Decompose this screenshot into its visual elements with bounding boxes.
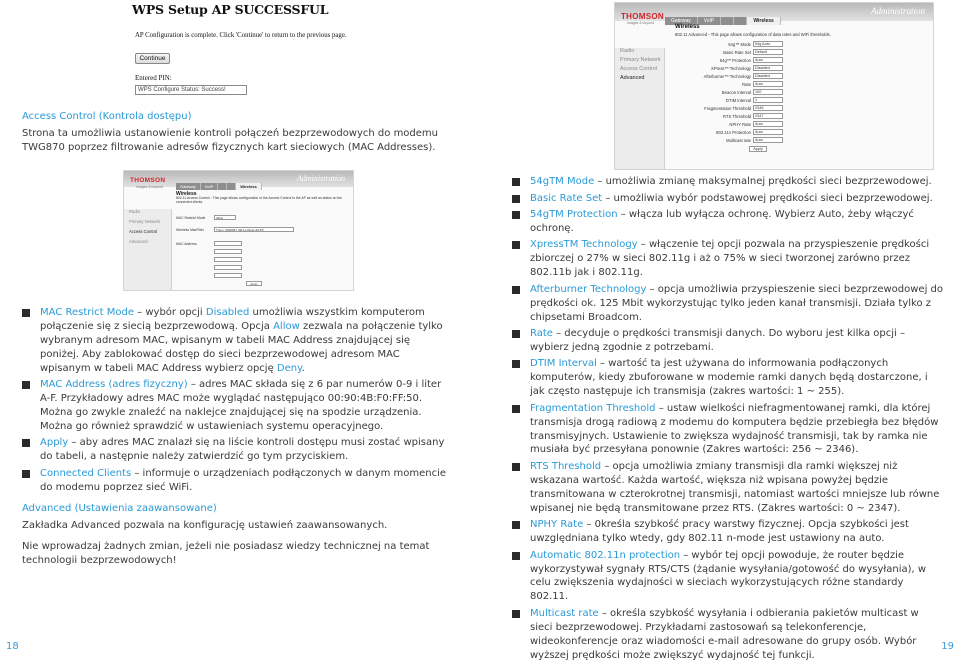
list-item (512, 402, 944, 458)
mac-restrict-select[interactable]: Allow (214, 215, 236, 220)
field-input[interactable]: 2347 (753, 113, 783, 119)
list-item (512, 175, 944, 189)
field-select[interactable]: Disabled (753, 65, 783, 71)
section-title: Wireless (176, 191, 197, 197)
bullet-square-icon (512, 463, 520, 471)
item-text: – decyduje o prędkości transmisji danych. Do wyboru jest kilka opcji – wybierz jedną zgodnie z potrzebami. (530, 328, 905, 353)
field-row (675, 49, 783, 55)
mac-address-input[interactable] (214, 265, 242, 270)
field-row (675, 65, 783, 71)
term: XpressTM Technology (530, 239, 638, 251)
term: 54gTM Mode (530, 176, 595, 187)
access-control-heading: Access Control (Kontrola dostępu) (22, 111, 192, 122)
bullet-square-icon (512, 330, 520, 338)
field-row (675, 129, 783, 135)
field-label: Basic Rate Set (723, 49, 751, 55)
bullet-square-icon (22, 470, 30, 478)
field-row (675, 113, 783, 119)
list-item (512, 549, 944, 605)
item-text: – wybór opcji (133, 307, 206, 318)
mac-address-input[interactable] (214, 241, 242, 246)
term: DTIM Interval (530, 358, 597, 370)
tab-blank-2[interactable] (734, 17, 747, 25)
field-row (675, 41, 783, 47)
term: Automatic 802.11n protection (530, 549, 681, 561)
field-row (675, 137, 783, 143)
term: Disabled (205, 307, 250, 318)
field-label: DTIM Interval (725, 97, 751, 103)
mac-address-input[interactable] (214, 257, 242, 262)
bullet-square-icon (512, 178, 520, 186)
tab-voip[interactable]: VoIP (201, 183, 218, 190)
sidebar-item-radio[interactable]: Radio (129, 209, 140, 214)
field-row (675, 121, 783, 127)
term: NPHY Rate (530, 519, 584, 531)
tab-gateway[interactable]: Gateway (176, 183, 201, 190)
access-control-paragraph: Strona ta umożliwia ustanowienie kontroli połączeń bezprzewodowych do modemu TWG870 poprzez filtrowanie adresów fizycznych kart sieciowych (MAC Addresses). (22, 128, 439, 153)
list-item (22, 467, 446, 495)
continue-button[interactable]: Continue (135, 53, 170, 64)
field-row (176, 257, 242, 262)
wps-title: WPS Setup AP SUCCESSFUL (132, 2, 329, 17)
item-text: – informuje o urządzeniach podłączonych w danym momencie do modemu poprzez sieć WiFi. (40, 467, 447, 493)
term: 54gTM Protection (530, 209, 618, 220)
page-number-left: 18 (6, 641, 19, 652)
sidebar-item-radio[interactable]: Radio (620, 48, 635, 54)
field-label: Rate (742, 81, 751, 87)
field-label: 54g™ Protection (719, 57, 751, 63)
tab-blank-2[interactable] (227, 183, 236, 190)
tab-blank-1[interactable] (721, 17, 734, 25)
field-input[interactable]: 100 (753, 89, 783, 95)
field-label: MAC Address (176, 241, 197, 246)
sidebar-item-primary-network[interactable]: Primary Network (620, 57, 661, 63)
sidebar-item-access-control[interactable]: Access Control (129, 229, 158, 234)
term: Deny (276, 362, 302, 374)
item-text: – aby adres MAC znalazł się na liście kontroli dostępu musi zostać wpisany do tabeli, a następnie należy zatwierdzić go tym przyciskiem. (40, 437, 445, 463)
field-label: Wireless MacFilter (176, 227, 204, 232)
access-control-list (22, 306, 446, 497)
field-row (675, 73, 783, 79)
term: Afterburner Technology (530, 283, 647, 295)
tab-voip[interactable]: VoIP (698, 17, 722, 25)
logo-tagline: images & beyond (136, 185, 164, 189)
tab-blank-1[interactable] (218, 183, 227, 190)
list-item (512, 607, 944, 660)
sidebar-item-access-control[interactable]: Access Control (620, 66, 657, 72)
term: Apply (40, 437, 69, 449)
wps-message: AP Configuration is complete. Click 'Continue' to return to the previous page. (135, 32, 347, 39)
sidebar-item-primary-network[interactable]: Primary Network (129, 219, 160, 224)
tab-gateway[interactable]: Gateway (665, 17, 698, 25)
field-select[interactable]: Auto (753, 121, 783, 127)
bullet-square-icon (512, 286, 520, 294)
thomson-logo: THOMSON (130, 177, 166, 184)
field-select[interactable]: Disabled (753, 73, 783, 79)
term: Multicast rate (530, 607, 599, 619)
list-item (512, 238, 944, 280)
item-text: – określa szybkość wysyłania i odbierania pakietów multicast w sieci bezprzewodowej. Przykładami zastosowań są telekonferencje, wideokonferencje oraz wiadomości e-mail adresowane do grupy osób. Wybór wyższej prędkości może zwiększyć wydajność tej funkcji. (530, 607, 919, 660)
term: Basic Rate Set (530, 192, 603, 204)
item-text: umożliwia wszystkim komputerom połączenie się z siecią bezprzewodową. Opcja (40, 307, 425, 332)
pin-field[interactable]: WPS Configure Status: Success! (135, 85, 247, 95)
list-item (512, 460, 944, 516)
field-row (176, 249, 242, 254)
bullet-square-icon (512, 405, 520, 413)
field-label: Afterburner™ Technology (703, 73, 751, 79)
list-item (512, 192, 944, 206)
field-input[interactable]: 1 (753, 97, 783, 103)
term: RTS Threshold (530, 460, 602, 472)
apply-row (747, 146, 767, 152)
list-item (512, 208, 944, 236)
apply-row (244, 281, 262, 286)
list-item (512, 283, 944, 325)
apply-button[interactable]: Apply (749, 146, 767, 152)
item-text: zezwala na połączenie tylko wybranym adresom MAC, wpisanym w tabeli MAC Address znajdującej się poniżej. Aby zablokować dostęp do sieci bezprzewodowej adresom MAC wpisanym w tabeli MAC Address wybierz opcję (40, 320, 443, 374)
term: MAC Restrict Mode (40, 307, 134, 318)
advanced-settings-list (512, 175, 944, 660)
bullet-square-icon (512, 552, 520, 560)
field-row (176, 241, 242, 246)
bullet-square-icon (512, 360, 520, 368)
term: Fragmentation Threshold (530, 402, 656, 414)
page-number-right: 19 (941, 641, 954, 652)
bullet-square-icon (22, 439, 30, 447)
field-row (675, 105, 783, 111)
bullet-square-icon (512, 211, 520, 219)
logo-tagline: images & beyond (627, 21, 655, 25)
list-item (512, 357, 944, 399)
field-select[interactable]: Auto (753, 129, 783, 135)
bullet-square-icon (512, 195, 520, 203)
bullet-square-icon (512, 521, 520, 529)
item-text: – włączenie tej opcji pozwala na przyspieszenie prędkości zbiorczej o 27% w sieci 802.11g i aż o 75% w sieci tworzonej zarówno przez 802.11b jak i 802.11g. (530, 239, 930, 279)
advanced-paragraph: Zakładka Advanced pozwala na konfigurację ustawień zaawansowanych. (22, 520, 388, 531)
term: Allow (273, 320, 300, 332)
router-tabs (176, 183, 353, 190)
warning-paragraph: Nie wprowadzaj żadnych zmian, jeżeli nie posiadasz wiedzy technicznej na temat technologii bezprzewodowych! (22, 541, 430, 566)
item-text: – włącza lub wyłącza ochronę. Wybierz Auto, żeby włączyć ochronę. (530, 209, 914, 234)
field-row (675, 89, 783, 95)
router-sidebar (615, 48, 665, 169)
field-label: XPress™ Technology (711, 65, 751, 71)
admin-title: Administration (870, 6, 925, 16)
field-label: Multicast rate (726, 137, 751, 143)
router-tabs (665, 17, 933, 25)
field-row (176, 265, 242, 270)
list-item (22, 378, 446, 434)
router-access-control-screenshot (123, 170, 354, 291)
list-item (512, 327, 944, 355)
item-text: – umożliwia zmianę maksymalnej prędkości sieci bezprzewodowej. (594, 176, 932, 187)
field-label: MAC Restrict Mode (176, 215, 206, 220)
field-label: 54g™ Mode (728, 41, 751, 47)
item-text: – opcja umożliwia zmiany transmisji dla ramki większej niż wskazana wartość. Każda wartość, większa niż wpisana powyżej będzie transmitowana w czterokrotnej transmisji, natomiast wartości mniejsze lub równe wpisanej nie będą transmitowane przez RTS. (Zakres wartości: 0 ~ 2347). (530, 460, 940, 514)
list-item (22, 306, 446, 376)
admin-title: Administration (296, 174, 345, 183)
advanced-heading: Advanced (Ustawienia zaawansowane) (22, 503, 217, 514)
field-row (176, 273, 242, 278)
bullet-square-icon (22, 309, 30, 317)
field-label: 802.11n Protection (716, 129, 751, 135)
tab-wireless[interactable]: Wireless (747, 17, 781, 25)
bullet-square-icon (512, 610, 520, 618)
item-text: . (301, 362, 305, 374)
item-text: – opcja umożliwia przyspieszenie sieci bezprzewodowej do prędkości ok. 125 Mbit wykorzystując tylko jeden kanał transmisji. Działa tylko z chipsetami Broadcom. (530, 283, 944, 323)
item-text: – wybór tej opcji powoduje, że router będzie wykorzystywał sygnały RTS/CTS (żądanie wysyłania/gotowość do wysyłania), w celu zwiększenia wydajności w sieciach wykorzystujących różne standardy 802.11. (530, 549, 927, 603)
bullet-square-icon (512, 241, 520, 249)
item-text: – ustaw wielkości niefragmentowanej ramki, dla której transmisja drogą radiową z modemu do komputera będzie przebiegła bez błędów transmisyjnych. Ustawienie to zwiększa wydajność transmisji, tak by ramka nie musiała być przesyłana ponownie (Zakres wartości: 256 ~ 2346). (530, 402, 939, 456)
term: MAC Address (adres fizyczny) (40, 379, 188, 391)
router-sidebar (124, 209, 172, 290)
field-row (675, 81, 783, 87)
item-text: – wartość ta jest używana do informowania podłączonych komputerów, kiedy zbuforowane w modemie ramki danych będą dostarczone, i jak często następuje ich transmisja (zakres wartości: 1 ~ 255). (530, 358, 928, 398)
field-select[interactable]: Auto (753, 81, 783, 87)
term: Connected Clients (40, 467, 132, 479)
sidebar-item-advanced[interactable]: Advanced (620, 75, 645, 81)
apply-button[interactable]: Apply (246, 281, 262, 286)
bullet-square-icon (22, 381, 30, 389)
section-title: Wireless (675, 24, 700, 30)
field-select[interactable]: Auto (753, 137, 783, 143)
mac-address-input[interactable] (214, 249, 242, 254)
macfilter-select[interactable]: Thom_0000957 (00:1e:69:a1:30:87) (214, 227, 294, 232)
field-select[interactable]: Auto (753, 57, 783, 63)
field-label: NPHY Rate (729, 121, 751, 127)
field-input[interactable]: 2346 (753, 105, 783, 111)
field-label: Beacon Interval (721, 89, 751, 95)
thomson-logo: THOMSON (621, 12, 664, 21)
page-description: 802.11 Advanced - This page allows configuration of data rates and WiFi thresholds. (675, 32, 831, 37)
router-advanced-screenshot (614, 2, 934, 170)
mac-address-input[interactable] (214, 273, 242, 278)
field-select[interactable]: Default (753, 49, 783, 55)
field-row (675, 57, 783, 63)
field-label: RTS Threshold (722, 113, 751, 119)
tab-wireless[interactable]: Wireless (236, 183, 261, 190)
item-text: – umożliwia wybór podstawowej prędkości sieci bezprzewodowej. (602, 192, 933, 204)
list-item (512, 518, 944, 546)
term: Rate (530, 328, 553, 340)
item-text: – adres MAC składa się z 6 par numerów 0-9 i liter A-F. Przykładowy adres MAC może wyglądać następująco 00:90:4B:F0:FF:50. Można go zwykle znaleźć na naklejce znajdującej się na spodzie urządzenia. Można go również sprawdzić w ustawieniach systemu operacyjnego. (40, 379, 442, 432)
field-select[interactable]: 54g Auto (753, 41, 783, 47)
field-label: Fragmentation Threshold (704, 105, 751, 111)
page-description: 802.11 Access Control - This page allows configuration of the Access Control to the AP as well as status on the connected clients. (176, 196, 343, 205)
pin-label: Entered PIN: (135, 74, 172, 82)
field-row (176, 215, 236, 220)
wps-setup-screenshot (132, 2, 452, 98)
field-row (176, 227, 294, 232)
sidebar-item-advanced[interactable]: Advanced (129, 239, 148, 244)
field-row (675, 97, 783, 103)
list-item (22, 436, 446, 464)
item-text: – 0kreśla szybkość pracy warstwy fizycznej. Opcja szybkości jest uwzględniana tylko wtedy, gdy 802.11 n-mode jest ustawiony na auto. (530, 519, 909, 545)
